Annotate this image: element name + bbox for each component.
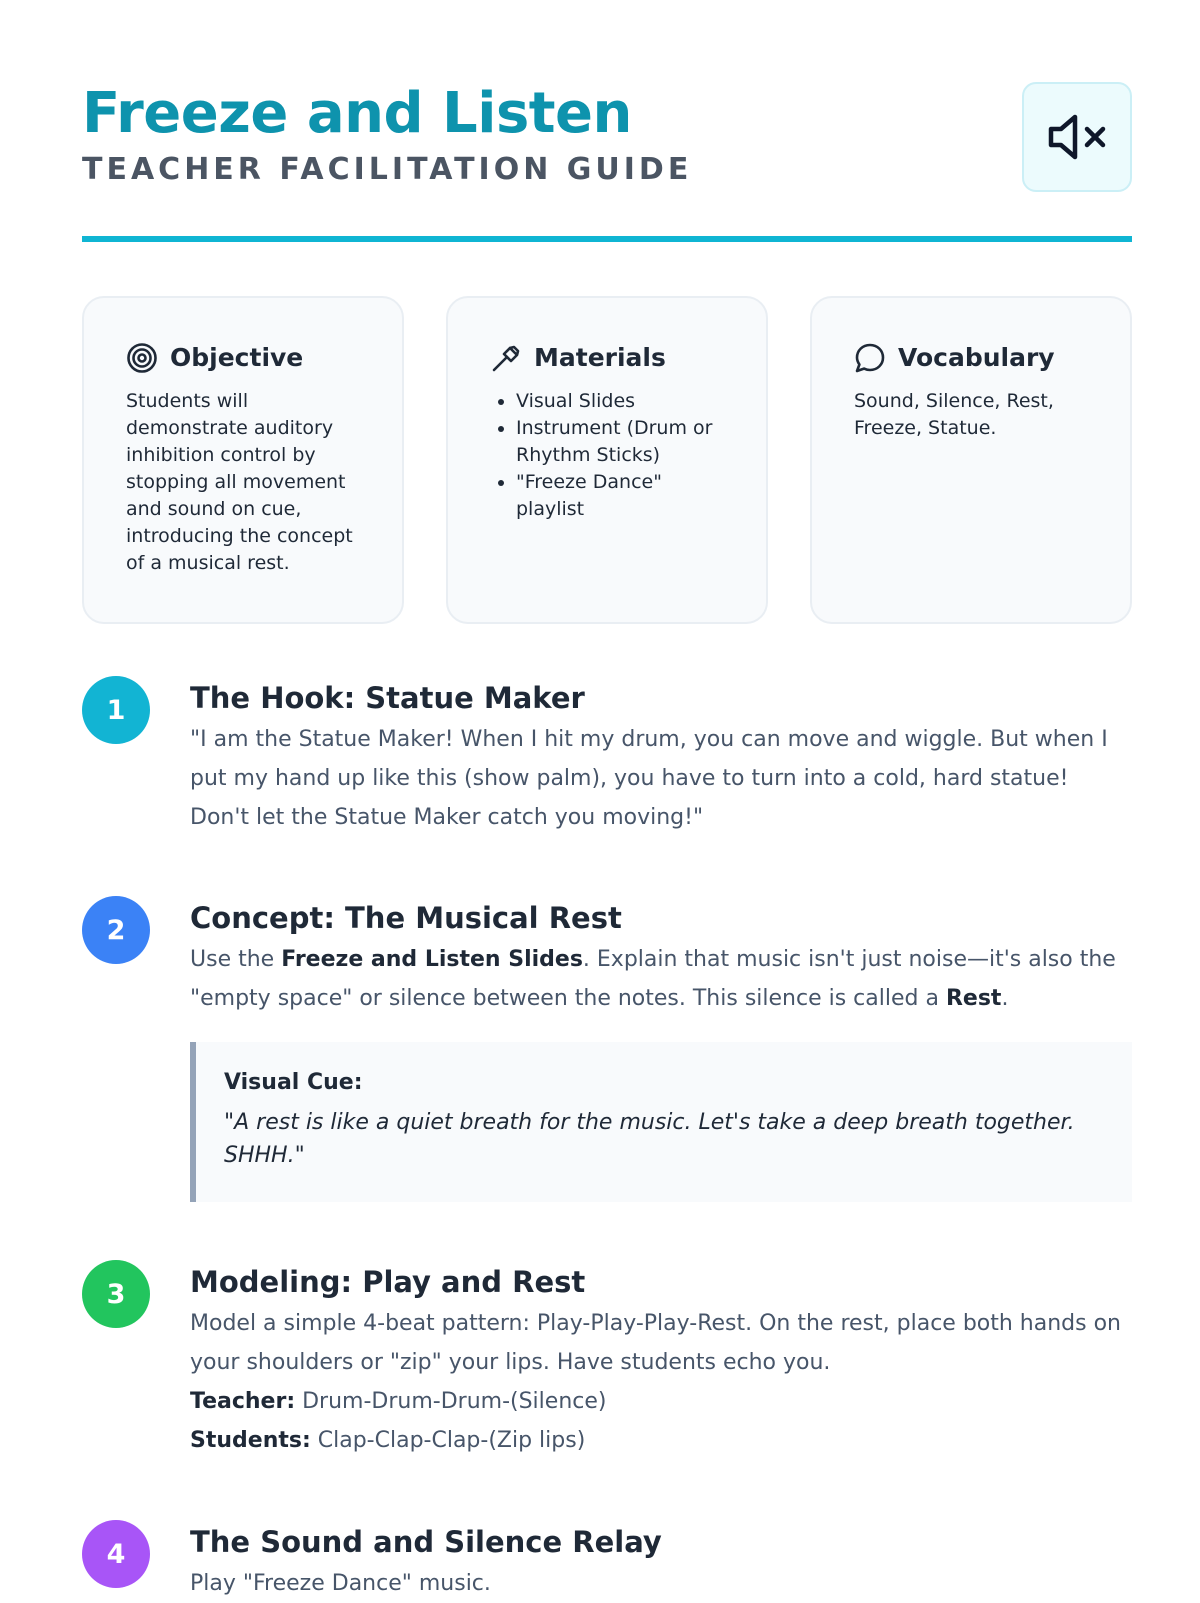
speech-bubble-icon: [854, 342, 886, 374]
cue-label: Visual Cue:: [224, 1070, 363, 1095]
page-title: Freeze and Listen: [82, 81, 632, 146]
step-number-badge: 4: [82, 1520, 150, 1588]
list-item: • "Freeze Dance" playlist: [516, 469, 726, 523]
vocabulary-heading: [854, 342, 1090, 374]
list-item: • Instrument (Drum or Rhythm Sticks): [516, 415, 726, 469]
step-number-badge: 1: [82, 676, 150, 744]
cue-text: "A rest is like a quiet breath for the music. Let's take a deep breath together. SHHH.": [224, 1110, 1075, 1168]
teacher-line: [190, 1382, 1132, 1421]
mute-button[interactable]: [1022, 82, 1132, 192]
text-run: . Explain that music isn't just noise—it's also the "empty space" or silence between the notes. This silence is called a: [190, 947, 1116, 1011]
students-text: Clap-Clap-Clap-(Zip lips): [310, 1428, 586, 1453]
objective-heading: [126, 342, 362, 374]
step-text: Play "Freeze Dance" music.: [190, 1571, 491, 1596]
text-run: .: [1001, 986, 1009, 1011]
step-body: [190, 896, 1132, 1202]
step-body: [190, 1260, 1132, 1460]
students-label: Students:: [190, 1428, 311, 1453]
slides-name: Freeze and Listen Slides: [281, 947, 583, 972]
page-subtitle: TEACHER FACILITATION GUIDE: [82, 152, 693, 187]
step-title: Concept: The Musical Rest: [190, 901, 622, 935]
materials-title: Materials: [534, 343, 666, 372]
step-number-badge: 2: [82, 896, 150, 964]
objective-text: Students will demonstrate auditory inhibition control by stopping all movement and sound on cue, introducing the concept of a musical rest.: [126, 390, 353, 574]
materials-card: [446, 296, 768, 624]
vocabulary-title: Vocabulary: [898, 343, 1055, 372]
step-number-badge: 3: [82, 1260, 150, 1328]
materials-heading: [490, 342, 726, 374]
text-run: Use the: [190, 947, 282, 972]
step-text: Model a simple 4-beat pattern: Play-Play-Play-Rest. On the rest, place both hands on your shoulders or "zip" your lips. Have students echo you.: [190, 1311, 1121, 1375]
rest-term: Rest: [945, 986, 1002, 1011]
objective-card: [82, 296, 404, 624]
teacher-text: Drum-Drum-Drum-(Silence): [295, 1389, 607, 1414]
step-title: The Hook: Statue Maker: [190, 681, 585, 715]
step-text: "I am the Statue Maker! When I hit my drum, you can move and wiggle. But when I put my hand up like this (show palm), you have to turn into a cold, hard statue! Don't let the Statue Maker catch you moving!": [190, 727, 1108, 830]
header-divider: [82, 236, 1132, 242]
guide-page: [82, 0, 1132, 1600]
teacher-label: Teacher:: [190, 1389, 296, 1414]
info-cards: [82, 296, 1132, 624]
hammer-icon: [490, 342, 522, 374]
materials-list: [490, 388, 726, 523]
step-text: [190, 940, 1132, 1018]
vocabulary-text: Sound, Silence, Rest, Freeze, Statue.: [854, 390, 1054, 439]
visual-cue-callout: [190, 1042, 1132, 1202]
step-title: Modeling: Play and Rest: [190, 1265, 586, 1299]
header: [82, 78, 1132, 198]
students-line: [190, 1421, 1132, 1460]
step-body: [190, 676, 1132, 837]
target-icon: [126, 342, 158, 374]
objective-title: Objective: [170, 343, 304, 372]
volume-mute-icon: [1045, 109, 1109, 165]
vocabulary-card: [810, 296, 1132, 624]
step-body: [190, 1520, 1132, 1603]
list-item: • Visual Slides: [516, 388, 726, 415]
step-title: The Sound and Silence Relay: [190, 1525, 662, 1559]
